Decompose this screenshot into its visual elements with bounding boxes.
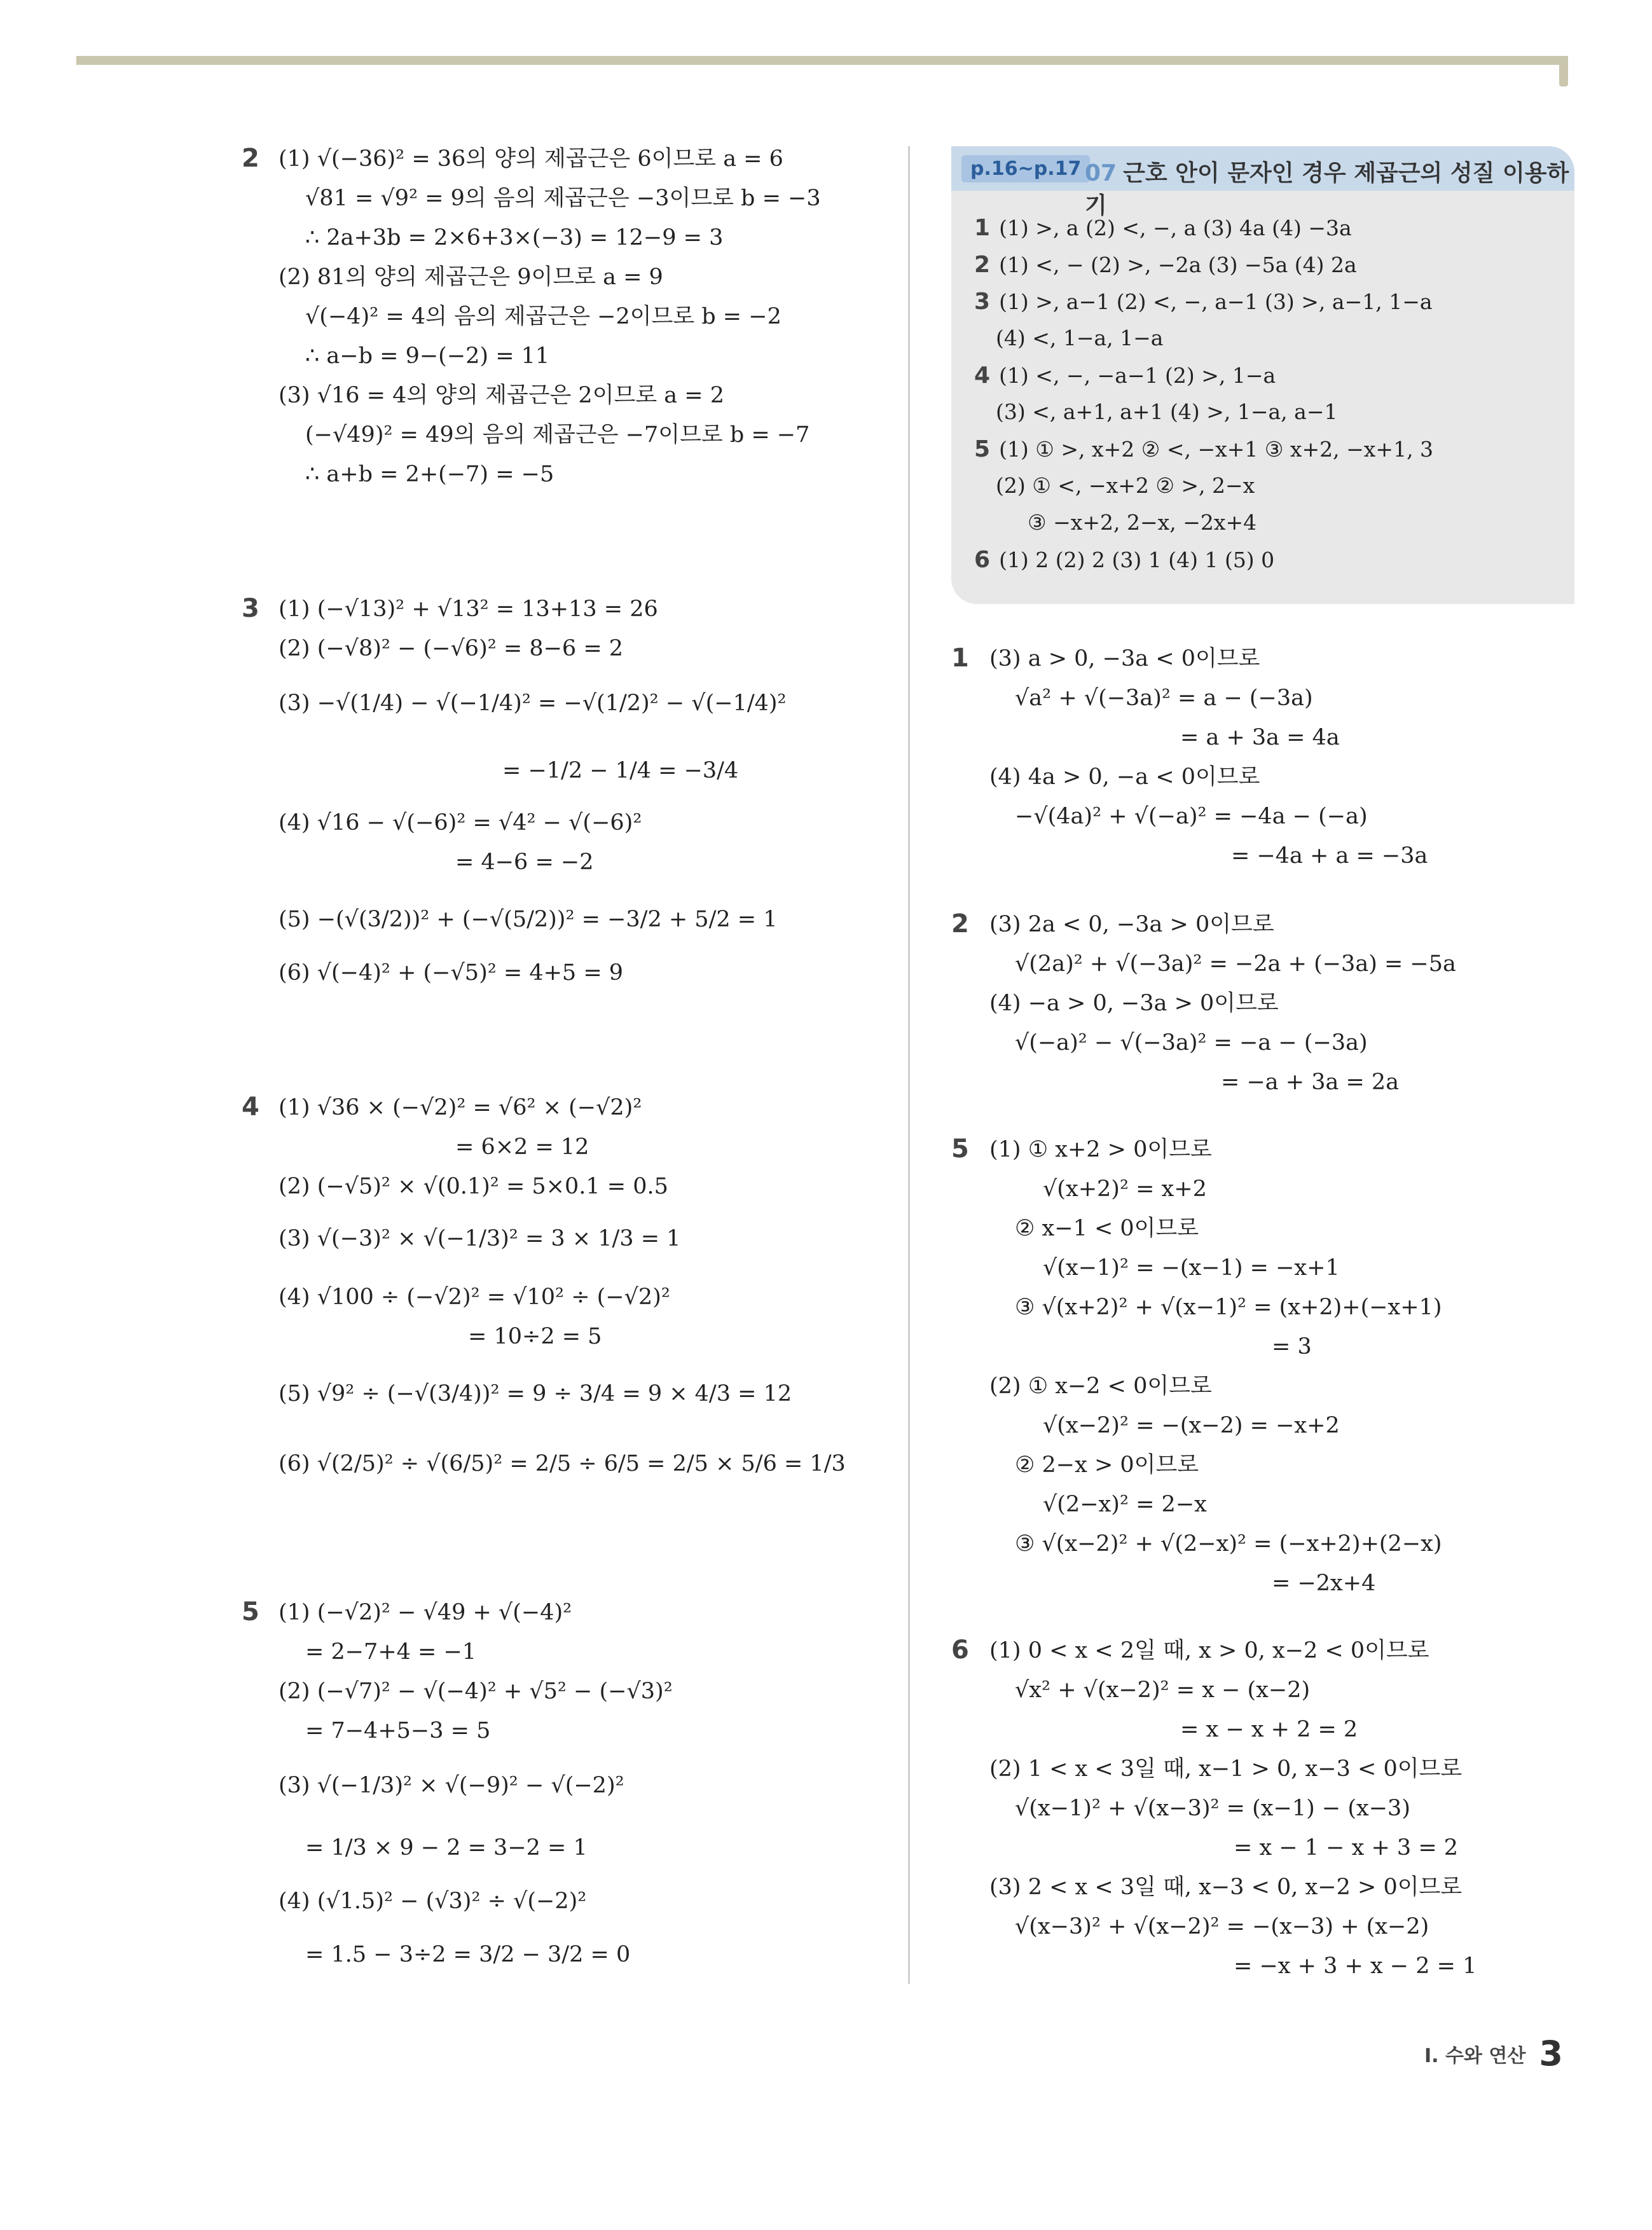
column-divider	[908, 146, 910, 1984]
solution-line: = −4a + a = −3a	[1231, 843, 1428, 869]
solution-line: √81 = √9² = 9의 음의 제곱근은 −3이므로 b = −3	[305, 186, 821, 211]
solution-line: (3) 2 < x < 3일 때, x−3 < 0, x−2 > 0이므로	[989, 1875, 1463, 1900]
solution-line: (1) 0 < x < 2일 때, x > 0, x−2 < 0이므로	[989, 1638, 1429, 1663]
solution-line: (1) √(−36)² = 36의 양의 제곱근은 6이므로 a = 6	[279, 146, 783, 172]
solution-line: √(x+2)² = x+2	[1043, 1176, 1207, 1202]
solution-line: ③ √(x−2)² + √(2−x)² = (−x+2)+(2−x)	[1015, 1531, 1442, 1557]
problem-number: 2	[951, 909, 969, 939]
page-footer	[1424, 2034, 1563, 2074]
solution-line: = 3	[1272, 1334, 1312, 1359]
solution-line: = 7−4+5−3 = 5	[305, 1718, 491, 1744]
problem-number: 2	[242, 144, 259, 173]
solution-line: = −1/2 − 1/4 = −3/4	[502, 758, 739, 783]
solution-line: √(x−2)² = −(x−2) = −x+2	[1043, 1413, 1340, 1438]
solution-line: (2) (−√5)² × √(0.1)² = 5×0.1 = 0.5	[279, 1174, 668, 1199]
problem-number: 5	[951, 1134, 969, 1164]
solution-line: (5) √9² ÷ (−√(3/4))² = 9 ÷ 3/4 = 9 × 4/3 = 12	[279, 1381, 792, 1407]
solution-line: ∴ a−b = 9−(−2) = 11	[305, 343, 550, 369]
solution-line: (3) √16 = 4의 양의 제곱근은 2이므로 a = 2	[279, 383, 724, 408]
answer-row: ③ −x+2, 2−x, −2x+4	[1028, 510, 1257, 535]
solution-line: √(x−1)² + √(x−3)² = (x−1) − (x−3)	[1015, 1796, 1410, 1821]
solution-line: (1) √36 × (−√2)² = √6² × (−√2)²	[279, 1095, 642, 1120]
answer-row: 2 (1) <, − (2) >, −2a (3) −5a (4) 2a	[974, 252, 1357, 278]
solution-line: (−√49)² = 49의 음의 제곱근은 −7이므로 b = −7	[305, 422, 810, 448]
answer-box	[951, 146, 1574, 604]
solution-line: (6) √(−4)² + (−√5)² = 4+5 = 9	[279, 960, 624, 986]
solution-line: √(−a)² − √(−3a)² = −a − (−3a)	[1015, 1030, 1368, 1056]
solution-line: (3) −√(1/4) − √(−1/4)² = −√(1/2)² − √(−1/4)²	[279, 691, 787, 716]
problem-number: 3	[242, 594, 259, 623]
solution-line: = x − x + 2 = 2	[1180, 1717, 1358, 1742]
solution-line: (2) 1 < x < 3일 때, x−1 > 0, x−3 < 0이므로	[989, 1756, 1463, 1782]
section-number: 07	[1085, 160, 1117, 186]
page-range-tag: p.16~p.17	[961, 155, 1090, 182]
solution-line: √(−4)² = 4의 음의 제곱근은 −2이므로 b = −2	[305, 304, 781, 329]
solution-line: √(2a)² + √(−3a)² = −2a + (−3a) = −5a	[1015, 951, 1456, 977]
problem-number: 4	[242, 1092, 259, 1122]
solution-line: = 10÷2 = 5	[468, 1324, 602, 1349]
solution-line: = −2x+4	[1272, 1571, 1376, 1596]
solution-line: (2) ① x−2 < 0이므로	[989, 1373, 1212, 1399]
header-bar	[76, 56, 1567, 65]
header-bar-tail	[1559, 56, 1568, 86]
solution-line: = a + 3a = 4a	[1180, 725, 1340, 750]
solution-line: ③ √(x+2)² + √(x−1)² = (x+2)+(−x+1)	[1015, 1295, 1442, 1320]
solution-line: = −a + 3a = 2a	[1221, 1070, 1400, 1095]
answer-row: 6 (1) 2 (2) 2 (3) 1 (4) 1 (5) 0	[974, 547, 1275, 573]
solution-line: √a² + √(−3a)² = a − (−3a)	[1015, 685, 1313, 711]
solution-line: = x − 1 − x + 3 = 2	[1234, 1835, 1459, 1861]
answer-row: (3) <, a+1, a+1 (4) >, 1−a, a−1	[996, 399, 1338, 424]
solution-line: (1) ① x+2 > 0이므로	[989, 1137, 1212, 1162]
solution-line: (2) (−√7)² − √(−4)² + √5² − (−√3)²	[279, 1679, 673, 1704]
solution-line: (2) 81의 양의 제곱근은 9이므로 a = 9	[279, 265, 663, 290]
solution-line: = −x + 3 + x − 2 = 1	[1234, 1953, 1477, 1979]
solution-line: √x² + √(x−2)² = x − (x−2)	[1015, 1677, 1311, 1703]
page-number: 3	[1539, 2034, 1563, 2074]
solution-line: (3) √(−1/3)² × √(−9)² − √(−2)²	[279, 1773, 624, 1798]
solution-line: (4) √100 ÷ (−√2)² = √10² ÷ (−√2)²	[279, 1284, 670, 1310]
solution-line: (5) −(√(3/2))² + (−√(5/2))² = −3/2 + 5/2 = 1	[279, 907, 778, 932]
section-label: I. 수와 연산	[1424, 2044, 1526, 2067]
solution-line: √(x−1)² = −(x−1) = −x+1	[1043, 1255, 1340, 1281]
problem-number: 5	[242, 1597, 259, 1627]
answer-row: 3 (1) >, a−1 (2) <, −, a−1 (3) >, a−1, 1−a	[974, 289, 1433, 315]
solution-line: ∴ a+b = 2+(−7) = −5	[305, 462, 554, 487]
solution-line: −√(4a)² + √(−a)² = −4a − (−a)	[1015, 804, 1368, 829]
answer-row: (4) <, 1−a, 1−a	[996, 326, 1164, 350]
answer-box-header	[951, 146, 1574, 219]
solution-line: (3) √(−3)² × √(−1/3)² = 3 × 1/3 = 1	[279, 1226, 681, 1251]
solution-line: = 1.5 − 3÷2 = 3/2 − 3/2 = 0	[305, 1942, 631, 1967]
answer-row: 4 (1) <, −, −a−1 (2) >, 1−a	[974, 362, 1276, 389]
solution-line: (4) √16 − √(−6)² = √4² − √(−6)²	[279, 810, 642, 836]
solution-line: (1) (−√13)² + √13² = 13+13 = 26	[279, 596, 658, 622]
section-title-text: 근호 안이 문자인 경우 제곱근의 성질 이용하기	[1085, 160, 1569, 219]
solution-line: ∴ 2a+3b = 2×6+3×(−3) = 12−9 = 3	[305, 225, 724, 251]
solution-line: = 1/3 × 9 − 2 = 3−2 = 1	[305, 1835, 588, 1861]
solution-line: (4) −a > 0, −3a > 0이므로	[989, 991, 1279, 1016]
answer-row: (2) ① <, −x+2 ② >, 2−x	[996, 473, 1255, 498]
answer-row: 5 (1) ① >, x+2 ② <, −x+1 ③ x+2, −x+1, 3	[974, 436, 1434, 462]
section-title	[1085, 155, 1574, 220]
solution-line: ② 2−x > 0이므로	[1015, 1452, 1199, 1478]
problem-number: 1	[951, 644, 969, 673]
solution-line: (6) √(2/5)² ÷ √(6/5)² = 2/5 ÷ 6/5 = 2/5 × 5/6 = 1/3	[279, 1451, 846, 1476]
solution-line: (1) (−√2)² − √49 + √(−4)²	[279, 1600, 572, 1625]
problem-number: 6	[951, 1635, 969, 1665]
solution-line: (4) 4a > 0, −a < 0이므로	[989, 764, 1260, 790]
solution-line: √(x−3)² + √(x−2)² = −(x−3) + (x−2)	[1015, 1914, 1429, 1939]
solution-line: ② x−1 < 0이므로	[1015, 1216, 1199, 1241]
solution-line: (3) a > 0, −3a < 0이므로	[989, 646, 1260, 671]
solution-line: (3) 2a < 0, −3a > 0이므로	[989, 912, 1274, 937]
solution-line: √(2−x)² = 2−x	[1043, 1492, 1207, 1517]
solution-line: = 6×2 = 12	[455, 1134, 589, 1160]
solution-line: = 4−6 = −2	[455, 850, 594, 875]
answer-row: 1 (1) >, a (2) <, −, a (3) 4a (4) −3a	[974, 215, 1352, 241]
solution-line: (2) (−√8)² − (−√6)² = 8−6 = 2	[279, 636, 624, 661]
solution-line: = 2−7+4 = −1	[305, 1639, 477, 1665]
solution-line: (4) (√1.5)² − (√3)² ÷ √(−2)²	[279, 1889, 587, 1914]
